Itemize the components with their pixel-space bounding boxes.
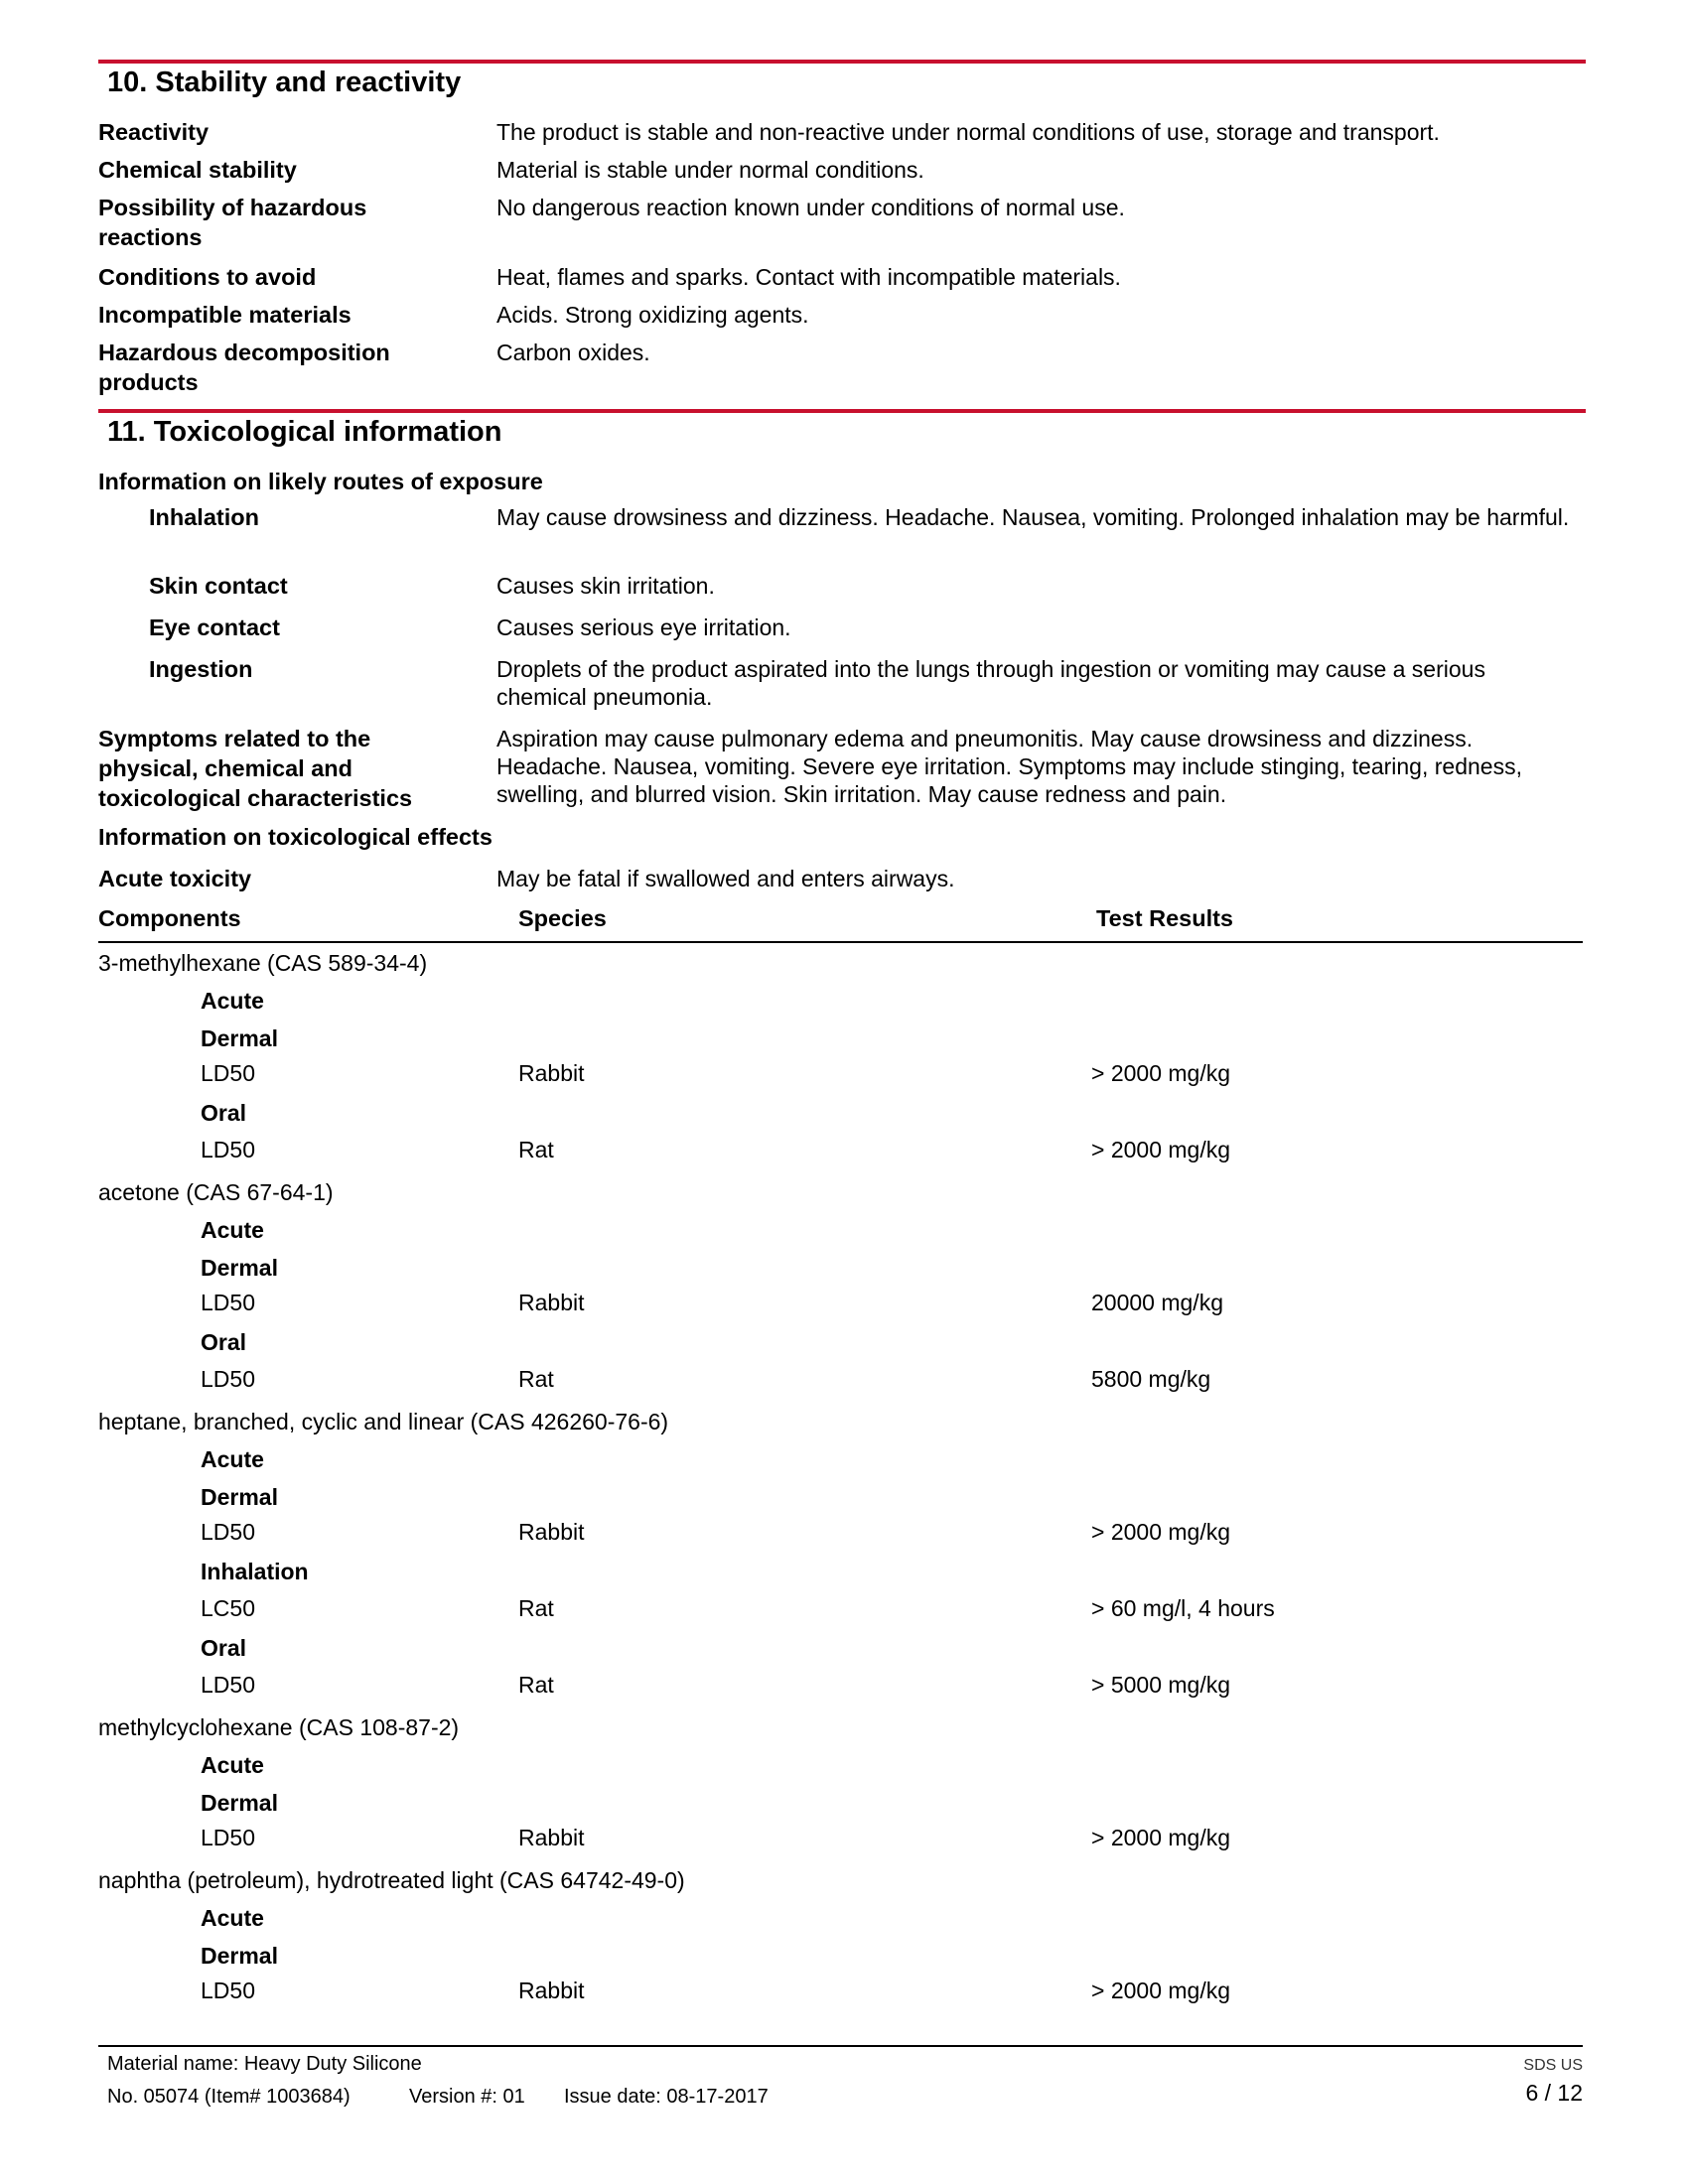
component-name: methylcyclohexane (CAS 108-87-2) [98, 1714, 460, 1740]
acute-heading: Acute [201, 988, 264, 1014]
version: Version #: 01 [409, 2086, 525, 2108]
acute-toxicity-label: Acute toxicity [98, 866, 252, 891]
test-row: LD50 Rat > 5000 mg/kg [201, 1672, 1231, 1698]
incompatible-materials-label: Incompatible materials [98, 302, 352, 328]
test-row: LD50 Rabbit > 2000 mg/kg [201, 1825, 1231, 1850]
route-label: Oral [201, 1635, 247, 1661]
acute-heading: Acute [201, 1752, 264, 1778]
test-row: LD50 Rabbit > 2000 mg/kg [201, 1519, 1231, 1545]
material-name: Material name: Heavy Duty Silicone [107, 2053, 422, 2075]
inhalation-label: Inhalation [149, 504, 259, 530]
incompatible-materials-value: Acids. Strong oxidizing agents. [496, 302, 809, 328]
conditions-to-avoid-value: Heat, flames and sparks. Contact with incompatible materials. [496, 264, 1121, 290]
route-label: Dermal [201, 1943, 278, 1969]
component-name: heptane, branched, cyclic and linear (CAS 426260-76-6) [98, 1409, 669, 1434]
test-row: LC50 Rat > 60 mg/l, 4 hours [201, 1595, 1275, 1621]
acute-heading: Acute [201, 1905, 264, 1931]
sds-label: SDS US [1523, 2057, 1583, 2074]
test-row: LD50 Rat 5800 mg/kg [201, 1366, 1211, 1392]
acute-heading: Acute [201, 1217, 264, 1243]
section-11-title: 11. Toxicological information [107, 416, 502, 448]
route-label: Oral [201, 1329, 247, 1355]
route-label: Oral [201, 1100, 247, 1126]
symptoms-value: Aspiration may cause pulmonary edema and pneumonitis. May cause drowsiness and dizziness. Headache. Nausea, vomiting. Severe eye irritation. Symptoms may include stinging, tearing, redness, swelling, and blurred vision. Skin irritation. May cause redness and pain. [496, 726, 1522, 807]
route-label: Dermal [201, 1025, 278, 1051]
section-11-rule [98, 409, 1586, 413]
acute-heading: Acute [201, 1446, 264, 1472]
test-row: LD50 Rabbit > 2000 mg/kg [201, 1978, 1231, 2003]
eye-contact-value: Causes serious eye irritation. [496, 614, 791, 640]
chemical-stability-value: Material is stable under normal conditions. [496, 157, 924, 183]
toxicity-table [0, 948, 1688, 2015]
reactivity-label: Reactivity [98, 119, 210, 145]
symptoms-label: Symptoms related to the physical, chemical and toxicological characteristics [98, 726, 413, 811]
species-column-header: Species [518, 905, 607, 931]
skin-contact-value: Causes skin irritation. [496, 573, 715, 599]
routes-heading: Information on likely routes of exposure [98, 469, 543, 494]
conditions-to-avoid-label: Conditions to avoid [98, 264, 317, 290]
eye-contact-label: Eye contact [149, 614, 280, 640]
decomposition-products-label: Hazardous decomposition products [98, 340, 390, 395]
component-name: naphtha (petroleum), hydrotreated light (CAS 64742-49-0) [98, 1867, 685, 1893]
hazardous-reactions-value: No dangerous reaction known under conditions of normal use. [496, 195, 1125, 220]
component-name: 3-methylhexane (CAS 589-34-4) [98, 950, 428, 976]
document-number: No. 05074 (Item# 1003684) [107, 2086, 351, 2108]
route-label: Inhalation [201, 1559, 309, 1584]
chemical-stability-label: Chemical stability [98, 157, 297, 183]
test-row: LD50 Rabbit > 2000 mg/kg [201, 1060, 1231, 1086]
components-column-header: Components [98, 905, 241, 931]
acute-toxicity-value: May be fatal if swallowed and enters airways. [496, 866, 955, 891]
route-label: Dermal [201, 1255, 278, 1281]
section-10-rule [98, 60, 1586, 64]
component-name: acetone (CAS 67-64-1) [98, 1179, 334, 1205]
route-label: Dermal [201, 1790, 278, 1816]
issue-date: Issue date: 08-17-2017 [564, 2086, 769, 2108]
inhalation-value: May cause drowsiness and dizziness. Headache. Nausea, vomiting. Prolonged inhalation may be harmful. [496, 504, 1570, 530]
reactivity-value: The product is stable and non-reactive under normal conditions of use, storage and transport. [496, 119, 1440, 145]
skin-contact-label: Skin contact [149, 573, 288, 599]
decomposition-products-value: Carbon oxides. [496, 340, 650, 365]
effects-heading: Information on toxicological effects [98, 824, 492, 850]
footer-rule [98, 2045, 1583, 2047]
test-row: LD50 Rabbit 20000 mg/kg [201, 1290, 1223, 1315]
section-10-title: 10. Stability and reactivity [107, 67, 462, 98]
route-label: Dermal [201, 1484, 278, 1510]
table-header-rule [98, 941, 1583, 943]
results-column-header: Test Results [1096, 905, 1233, 931]
page-number: 6 / 12 [1525, 2080, 1583, 2106]
ingestion-label: Ingestion [149, 656, 253, 682]
test-row: LD50 Rat > 2000 mg/kg [201, 1137, 1231, 1162]
ingestion-value: Droplets of the product aspirated into the lungs through ingestion or vomiting may cause a serious chemical pneumonia. [496, 656, 1485, 710]
hazardous-reactions-label: Possibility of hazardous reactions [98, 195, 367, 250]
